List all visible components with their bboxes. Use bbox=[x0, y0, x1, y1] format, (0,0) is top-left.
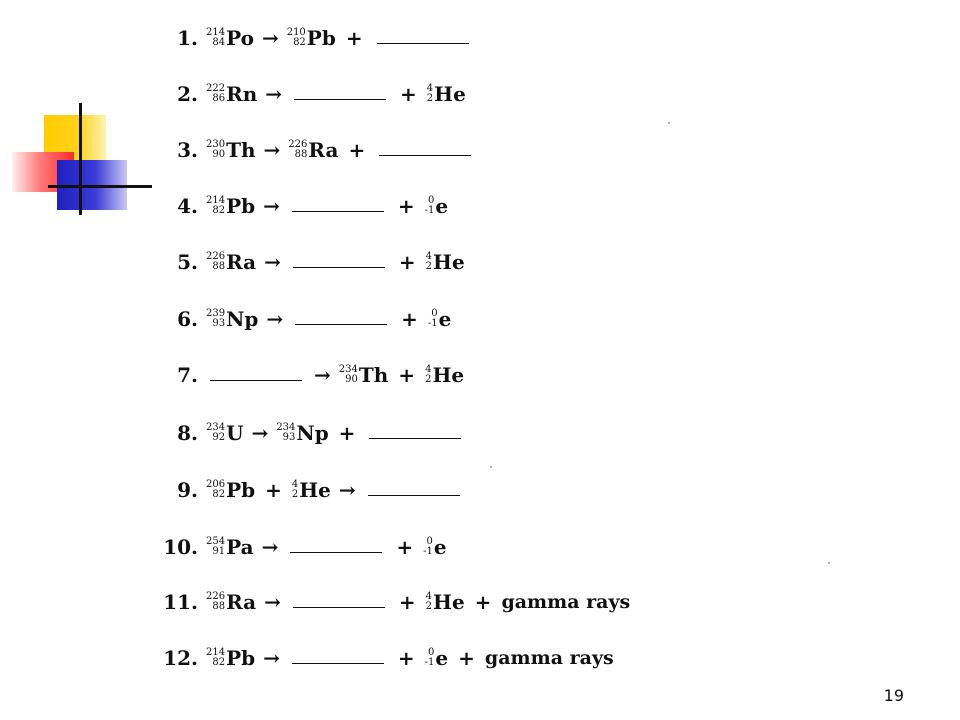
element-symbol: e bbox=[438, 307, 452, 331]
isotope-numbers bbox=[206, 252, 225, 272]
problem-number: 4. bbox=[177, 194, 198, 218]
equation-row bbox=[160, 130, 475, 170]
atomic-number: 90 bbox=[212, 149, 226, 160]
nuclide bbox=[206, 590, 256, 614]
mass-number: 214 bbox=[206, 195, 226, 206]
plus-sign: + bbox=[396, 535, 414, 559]
problem-number: 2. bbox=[177, 82, 198, 106]
element-symbol: Rn bbox=[226, 82, 258, 106]
answer-blank[interactable] bbox=[379, 145, 471, 156]
nuclide bbox=[206, 478, 255, 502]
problem-number: 6. bbox=[177, 307, 198, 331]
reaction-arrow: → bbox=[261, 535, 279, 559]
nuclide bbox=[206, 307, 258, 331]
nuclide bbox=[206, 250, 256, 274]
mass-number: 226 bbox=[206, 591, 226, 602]
atomic-number: 93 bbox=[212, 318, 226, 329]
mass-number: 0 bbox=[428, 647, 435, 658]
equation-row bbox=[160, 355, 464, 395]
plus-sign: + bbox=[345, 26, 363, 50]
problem-number: 12. bbox=[163, 646, 198, 670]
scan-speck bbox=[828, 562, 830, 564]
mass-number: 234 bbox=[276, 422, 296, 433]
reaction-arrow: → bbox=[338, 478, 356, 502]
element-symbol: He bbox=[433, 590, 465, 614]
answer-blank[interactable] bbox=[210, 370, 302, 381]
equation-row bbox=[160, 470, 464, 510]
nuclide bbox=[206, 26, 254, 50]
isotope-numbers bbox=[292, 480, 298, 500]
plus-sign: + bbox=[458, 646, 475, 670]
problem-number: 8. bbox=[177, 421, 198, 445]
isotope-numbers bbox=[427, 84, 433, 104]
atomic-number: 84 bbox=[212, 37, 226, 48]
isotope-numbers bbox=[206, 140, 225, 160]
plus-sign: + bbox=[397, 194, 415, 218]
plus-sign: + bbox=[398, 363, 416, 387]
plus-sign: + bbox=[474, 590, 492, 614]
isotope-numbers bbox=[288, 140, 307, 160]
mass-number: 222 bbox=[206, 83, 226, 94]
mass-number: 239 bbox=[206, 308, 226, 319]
answer-blank[interactable] bbox=[295, 314, 387, 325]
plus-sign: + bbox=[400, 82, 417, 106]
atomic-number: 2 bbox=[426, 93, 434, 104]
reaction-arrow: → bbox=[251, 421, 269, 445]
answer-blank[interactable] bbox=[292, 653, 384, 664]
answer-blank[interactable] bbox=[369, 428, 461, 439]
atomic-number: 91 bbox=[212, 546, 226, 557]
plus-sign: + bbox=[348, 138, 366, 162]
atomic-number: 88 bbox=[212, 601, 226, 612]
reaction-arrow: → bbox=[263, 194, 280, 218]
answer-blank[interactable] bbox=[293, 597, 385, 608]
mass-number: 4 bbox=[426, 83, 434, 94]
mass-number: 226 bbox=[288, 139, 308, 150]
element-symbol: Th bbox=[226, 138, 256, 162]
plus-sign: + bbox=[265, 478, 282, 502]
reaction-arrow: → bbox=[263, 138, 281, 162]
nuclide bbox=[287, 26, 336, 50]
problem-number: 3. bbox=[177, 138, 198, 162]
reaction-arrow: → bbox=[266, 307, 284, 331]
nuclide bbox=[426, 590, 465, 614]
atomic-number: 82 bbox=[212, 657, 226, 668]
element-symbol: Po bbox=[226, 26, 254, 50]
element-symbol: e bbox=[433, 535, 447, 559]
gamma-rays-label: gamma rays bbox=[484, 647, 614, 669]
equation-row bbox=[160, 299, 451, 339]
nuclide bbox=[276, 421, 328, 445]
plus-sign: + bbox=[401, 307, 418, 331]
nuclide bbox=[427, 82, 466, 106]
scan-speck bbox=[490, 466, 492, 468]
nuclide bbox=[206, 82, 257, 106]
isotope-numbers bbox=[287, 28, 306, 48]
slide-number: 19 bbox=[883, 686, 904, 705]
problem-number: 7. bbox=[177, 363, 198, 387]
isotope-numbers bbox=[206, 309, 225, 329]
nuclide bbox=[339, 363, 389, 387]
atomic-number: -1 bbox=[427, 318, 438, 329]
mass-number: 206 bbox=[206, 479, 226, 490]
atomic-number: 82 bbox=[293, 37, 306, 48]
atomic-number: 92 bbox=[212, 432, 226, 443]
element-symbol: Th bbox=[358, 363, 389, 387]
atomic-number: 90 bbox=[345, 374, 358, 385]
answer-blank[interactable] bbox=[292, 201, 384, 212]
atomic-number: 86 bbox=[212, 93, 226, 104]
nuclide bbox=[206, 646, 255, 670]
reaction-arrow: → bbox=[261, 26, 279, 50]
isotope-numbers bbox=[428, 309, 438, 329]
element-symbol: Pb bbox=[226, 194, 256, 218]
atomic-number: 82 bbox=[212, 205, 226, 216]
isotope-numbers bbox=[206, 592, 225, 612]
mass-number: 0 bbox=[426, 536, 433, 547]
mass-number: 210 bbox=[286, 27, 306, 38]
atomic-number: 2 bbox=[425, 374, 432, 385]
element-symbol: He bbox=[432, 363, 465, 387]
atomic-number: 88 bbox=[212, 261, 226, 272]
equation-row bbox=[160, 18, 473, 58]
atomic-number: -1 bbox=[424, 657, 435, 668]
scan-speck bbox=[668, 122, 670, 124]
equation-row bbox=[160, 74, 466, 114]
mass-number: 234 bbox=[338, 364, 358, 375]
nuclide bbox=[206, 535, 254, 559]
nuclide bbox=[428, 307, 451, 331]
equation-row bbox=[160, 242, 465, 282]
atomic-number: 2 bbox=[425, 601, 433, 612]
equation-row bbox=[160, 527, 447, 567]
atomic-number: -1 bbox=[423, 546, 433, 557]
gamma-rays-label: gamma rays bbox=[501, 591, 631, 613]
plus-sign: + bbox=[338, 421, 356, 445]
atomic-number: 2 bbox=[291, 489, 299, 500]
element-symbol: Ra bbox=[226, 250, 257, 274]
problem-number: 9. bbox=[177, 478, 198, 502]
atomic-number: 88 bbox=[294, 149, 308, 160]
atomic-number: -1 bbox=[424, 205, 435, 216]
mass-number: 226 bbox=[206, 251, 226, 262]
reaction-arrow: → bbox=[264, 250, 281, 274]
element-symbol: Pb bbox=[226, 646, 256, 670]
atomic-number: 93 bbox=[282, 432, 296, 443]
equation-row bbox=[160, 638, 614, 678]
element-symbol: Pb bbox=[226, 478, 256, 502]
isotope-numbers bbox=[339, 365, 358, 385]
nuclide bbox=[206, 194, 255, 218]
isotope-numbers bbox=[426, 252, 432, 272]
problem-number: 10. bbox=[163, 535, 198, 559]
nuclide bbox=[206, 421, 244, 445]
element-symbol: Pb bbox=[306, 26, 336, 50]
problem-number: 5. bbox=[177, 250, 198, 274]
isotope-numbers bbox=[276, 423, 295, 443]
isotope-numbers bbox=[206, 423, 225, 443]
isotope-numbers bbox=[423, 537, 433, 557]
reaction-arrow: → bbox=[314, 363, 331, 387]
nuclide bbox=[425, 646, 448, 670]
equation-row bbox=[160, 582, 630, 622]
isotope-numbers bbox=[206, 480, 225, 500]
equation-row bbox=[160, 413, 465, 453]
mass-number: 4 bbox=[425, 251, 433, 262]
mass-number: 4 bbox=[425, 591, 433, 602]
element-symbol: He bbox=[434, 82, 466, 106]
plus-sign: + bbox=[398, 250, 416, 274]
mass-number: 234 bbox=[206, 422, 226, 433]
mass-number: 0 bbox=[428, 195, 435, 206]
mass-number: 230 bbox=[206, 139, 226, 150]
nuclide bbox=[288, 138, 338, 162]
answer-blank[interactable] bbox=[377, 33, 469, 44]
isotope-numbers bbox=[206, 84, 225, 104]
atomic-number: 82 bbox=[212, 489, 226, 500]
nuclide bbox=[425, 363, 464, 387]
reaction-arrow: → bbox=[264, 590, 281, 614]
isotope-numbers bbox=[206, 196, 225, 216]
nuclide bbox=[425, 194, 448, 218]
isotope-numbers bbox=[426, 592, 432, 612]
nuclide bbox=[423, 535, 446, 559]
answer-blank[interactable] bbox=[293, 257, 385, 268]
element-symbol: e bbox=[435, 194, 449, 218]
nuclide bbox=[292, 478, 331, 502]
nuclide bbox=[426, 250, 465, 274]
isotope-numbers bbox=[425, 648, 435, 668]
plus-sign: + bbox=[397, 646, 415, 670]
mass-number: 214 bbox=[206, 27, 226, 38]
nuclide bbox=[206, 138, 256, 162]
isotope-numbers bbox=[425, 196, 435, 216]
element-symbol: He bbox=[299, 478, 331, 502]
answer-blank[interactable] bbox=[290, 542, 382, 553]
isotope-numbers bbox=[206, 648, 225, 668]
answer-blank[interactable] bbox=[294, 89, 386, 100]
mass-number: 4 bbox=[291, 479, 299, 490]
element-symbol: Ra bbox=[226, 590, 257, 614]
answer-blank[interactable] bbox=[368, 485, 460, 496]
plus-sign: + bbox=[398, 590, 416, 614]
problem-number: 11. bbox=[163, 590, 198, 614]
isotope-numbers bbox=[206, 537, 225, 557]
mass-number: 0 bbox=[431, 308, 438, 319]
mass-number: 4 bbox=[425, 364, 432, 375]
equation-row bbox=[160, 186, 448, 226]
atomic-number: 2 bbox=[425, 261, 433, 272]
element-symbol: Np bbox=[226, 307, 259, 331]
element-symbol: e bbox=[435, 646, 449, 670]
reaction-arrow: → bbox=[265, 82, 283, 106]
mass-number: 214 bbox=[206, 647, 226, 658]
reaction-arrow: → bbox=[263, 646, 280, 670]
element-symbol: Pa bbox=[226, 535, 254, 559]
element-symbol: U bbox=[226, 421, 244, 445]
element-symbol: Np bbox=[296, 421, 329, 445]
element-symbol: He bbox=[433, 250, 465, 274]
mass-number: 254 bbox=[206, 536, 226, 547]
isotope-numbers bbox=[425, 365, 431, 385]
problem-number: 1. bbox=[177, 26, 198, 50]
element-symbol: Ra bbox=[308, 138, 339, 162]
isotope-numbers bbox=[206, 28, 225, 48]
